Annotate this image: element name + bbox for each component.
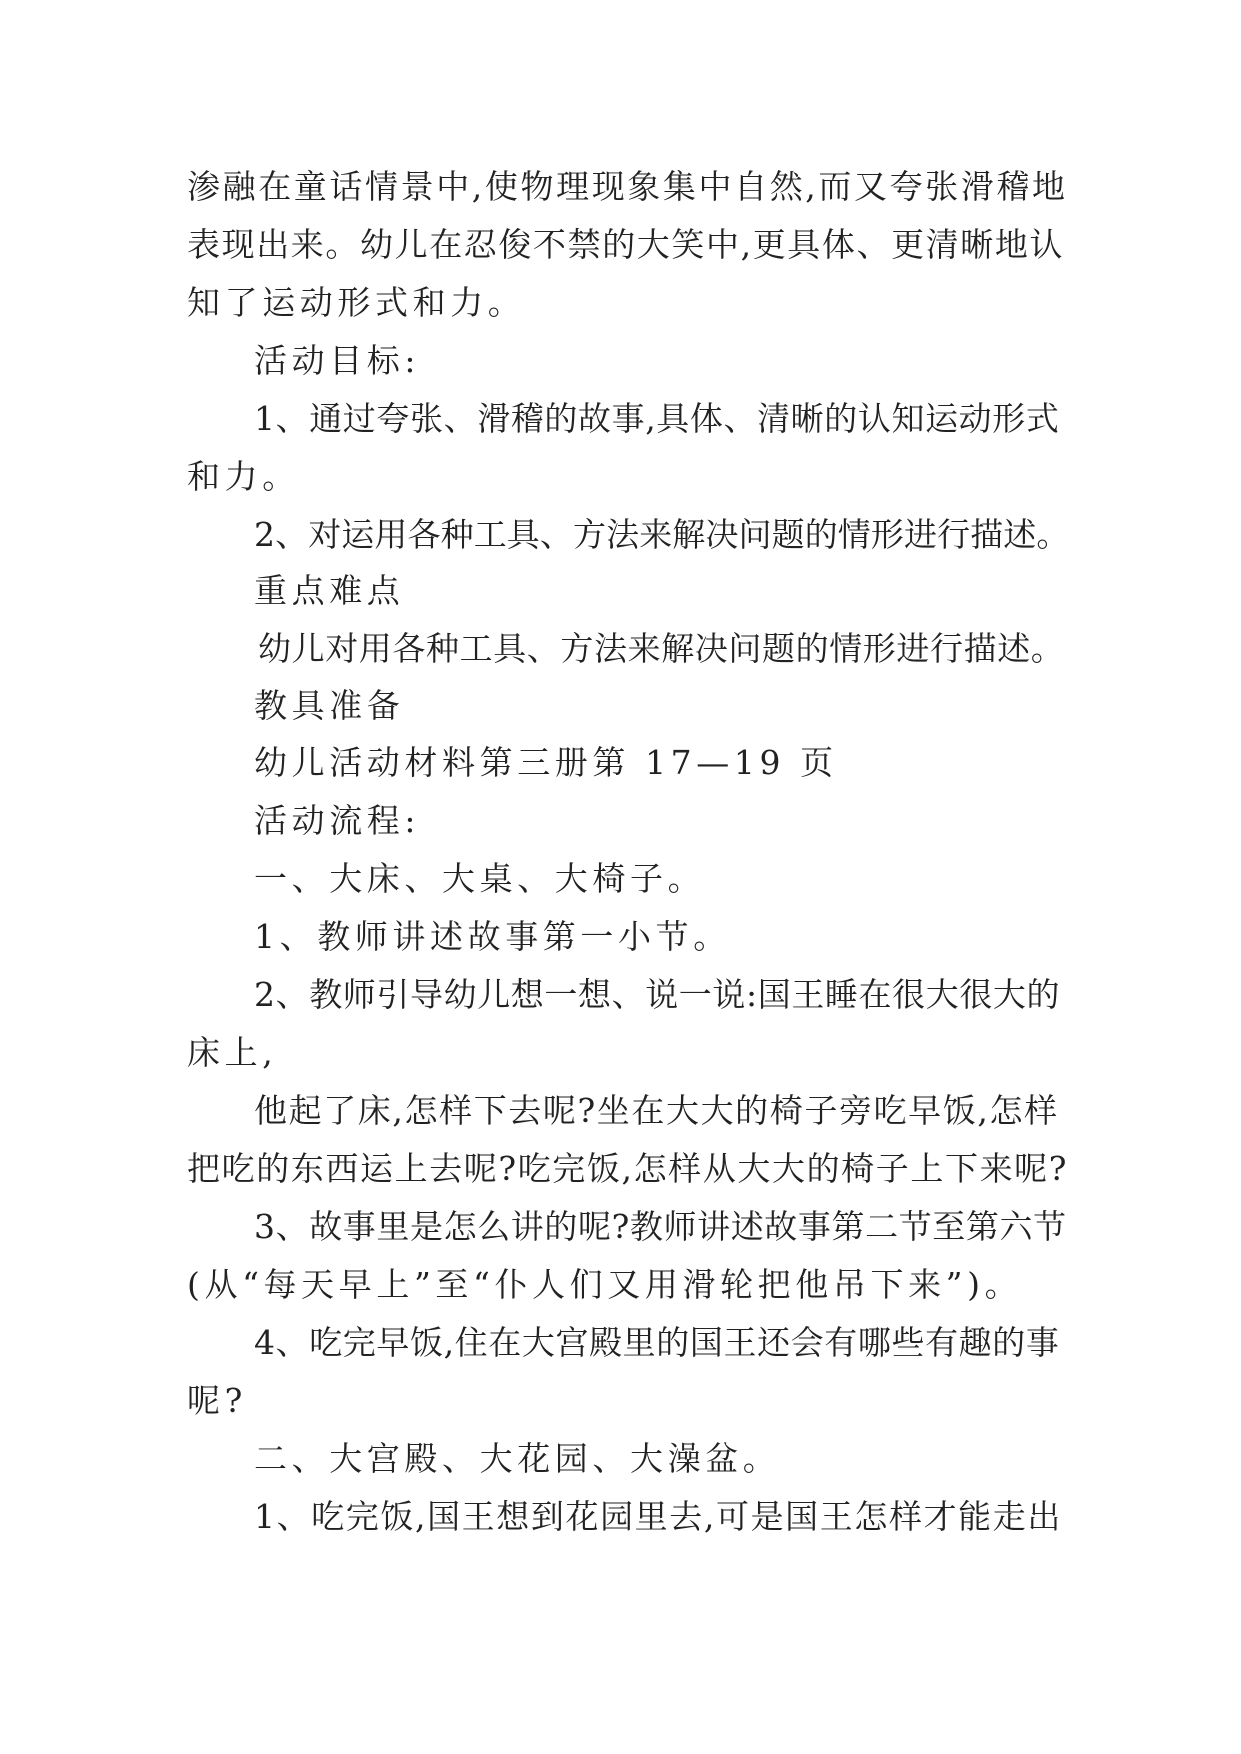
text-line: 呢? bbox=[187, 1381, 247, 1420]
text-line: 1、吃完饭,国王想到花园里去,可是国王怎样才能走出 bbox=[254, 1497, 1062, 1536]
section-heading: 二、大宫殿、大花园、大澡盆。 bbox=[254, 1439, 781, 1478]
text-line: 4、吃完早饭,住在大宫殿里的国王还会有哪些有趣的事 bbox=[254, 1323, 1060, 1362]
text-line: 他起了床,怎样下去呢?坐在大大的椅子旁吃早饭,怎样 bbox=[254, 1091, 1059, 1130]
text-line: 1、通过夸张、滑稽的故事,具体、清晰的认知运动形式 bbox=[254, 399, 1060, 438]
section-heading: 活动流程: bbox=[254, 801, 421, 840]
text-line: (从“每天早上”至“仆人们又用滑轮把他吊下来”)。 bbox=[187, 1265, 1023, 1304]
text-line: 一、大床、大桌、大椅子。 bbox=[254, 859, 706, 898]
section-heading: 教具准备 bbox=[254, 686, 405, 725]
text-line: 表现出来。幼儿在忍俊不禁的大笑中,更具体、更清晰地认 bbox=[187, 225, 1065, 264]
text-line: 知了运动形式和力。 bbox=[187, 283, 526, 322]
text-line: 2、教师引导幼儿想一想、说一说:国王睡在很大很大的 bbox=[254, 975, 1061, 1014]
section-heading: 重点难点 bbox=[254, 571, 405, 610]
text-line: 和力。 bbox=[187, 457, 300, 496]
text-line: 1、教师讲述故事第一小节。 bbox=[254, 917, 731, 956]
text-line: 幼儿活动材料第三册第 17—19 页 bbox=[254, 743, 838, 782]
section-heading: 活动目标: bbox=[254, 341, 421, 380]
text-line: 渗融在童话情景中,使物理现象集中自然,而又夸张滑稽地 bbox=[187, 167, 1068, 206]
text-line: 3、故事里是怎么讲的呢?教师讲述故事第二节至第六节 bbox=[254, 1207, 1067, 1246]
text-line: 幼儿对用各种工具、方法来解决问题的情形进行描述。 bbox=[258, 629, 1065, 668]
text-line: 把吃的东西运上去呢?吃完饭,怎样从大大的椅子上下来呢? bbox=[187, 1149, 1069, 1188]
text-line: 床上, bbox=[187, 1033, 278, 1072]
text-line: 2、对运用各种工具、方法来解决问题的情形进行描述。 bbox=[254, 515, 1070, 554]
